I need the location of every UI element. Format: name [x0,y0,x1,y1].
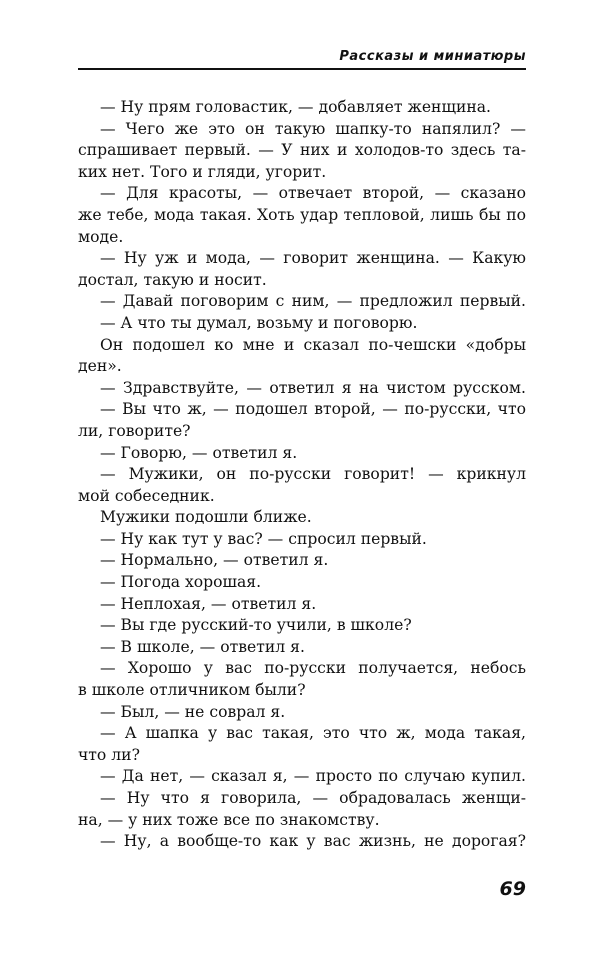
text-line: — Ну уж и мода, — говорит женщина. — Какую [100,249,526,268]
text-line: — А шапка у вас такая, это что ж, мода такая, [100,724,526,743]
text-line: — Ну как тут у вас? — спросил первый. [100,529,427,548]
text-line: что ли? [78,745,140,764]
text-line: — Хорошо у вас по-русски получается, небось [100,659,526,678]
text-line: же тебе, мода такая. Хоть удар тепловой, лишь бы по [78,205,526,224]
text-line: — Ну, а вообще-то как у вас жизнь, не дорогая? [100,832,526,851]
text-line: ли, говорите? [78,421,191,440]
text-line: — Ну прям головастик, — добавляет женщина. [100,98,491,116]
text-line: — Да нет, — сказал я, — просто по случаю купил. [100,767,526,786]
text-line: в школе отличником были? [78,681,306,700]
text-line: — Неплохая, — ответил я. [100,594,317,613]
text-line: — Мужики, он по-русски говорит! — крикнул [100,465,526,484]
text-line: — Для красоты, — отвечает второй, — сказано [100,184,526,203]
text-line: на, — у них тоже все по знакомству. [78,810,380,829]
text-line: — Говорю, — ответил я. [100,443,298,462]
text-line: — Здравствуйте, — ответил я на чистом русском. [100,378,526,397]
text-line: — Чего же это он такую шапку-то напялил? — [100,119,526,138]
text-line: моде. [78,227,124,246]
running-head: Рассказы и миниатюры [78,44,526,70]
text-line: — Вы где русский-то учили, в школе? [100,616,412,635]
text-line: мой собеседник. [78,486,215,505]
text-line: — Был, — не соврал я. [100,702,286,721]
text-line: ких нет. Того и гляди, угорит. [78,162,327,181]
body-text [78,97,526,853]
text-line: Мужики подошли ближе. [100,508,312,527]
text-line: достал, такую и носит. [78,270,267,289]
text-line: — Давай поговорим с ним, — предложил первый. [100,292,526,311]
text-line: ден». [78,357,122,376]
text-line: — Нормально, — ответил я. [100,551,329,570]
text-line: — Вы что ж, — подошел второй, — по-русски, что [100,400,526,419]
text-line: — В школе, — ответил я. [100,637,305,656]
text-line: спрашивает первый. — У них и холодов-то здесь та- [78,141,526,160]
text-line: Он подошел ко мне и сказал по-чешски «добры [100,335,526,354]
text-line: — Погода хорошая. [100,573,262,592]
text-line: — Ну что я говорила, — обрадовалась женщи- [100,789,526,807]
text-line: — А что ты думал, возьму и поговорю. [100,313,418,332]
page-number: 69 [499,878,526,900]
